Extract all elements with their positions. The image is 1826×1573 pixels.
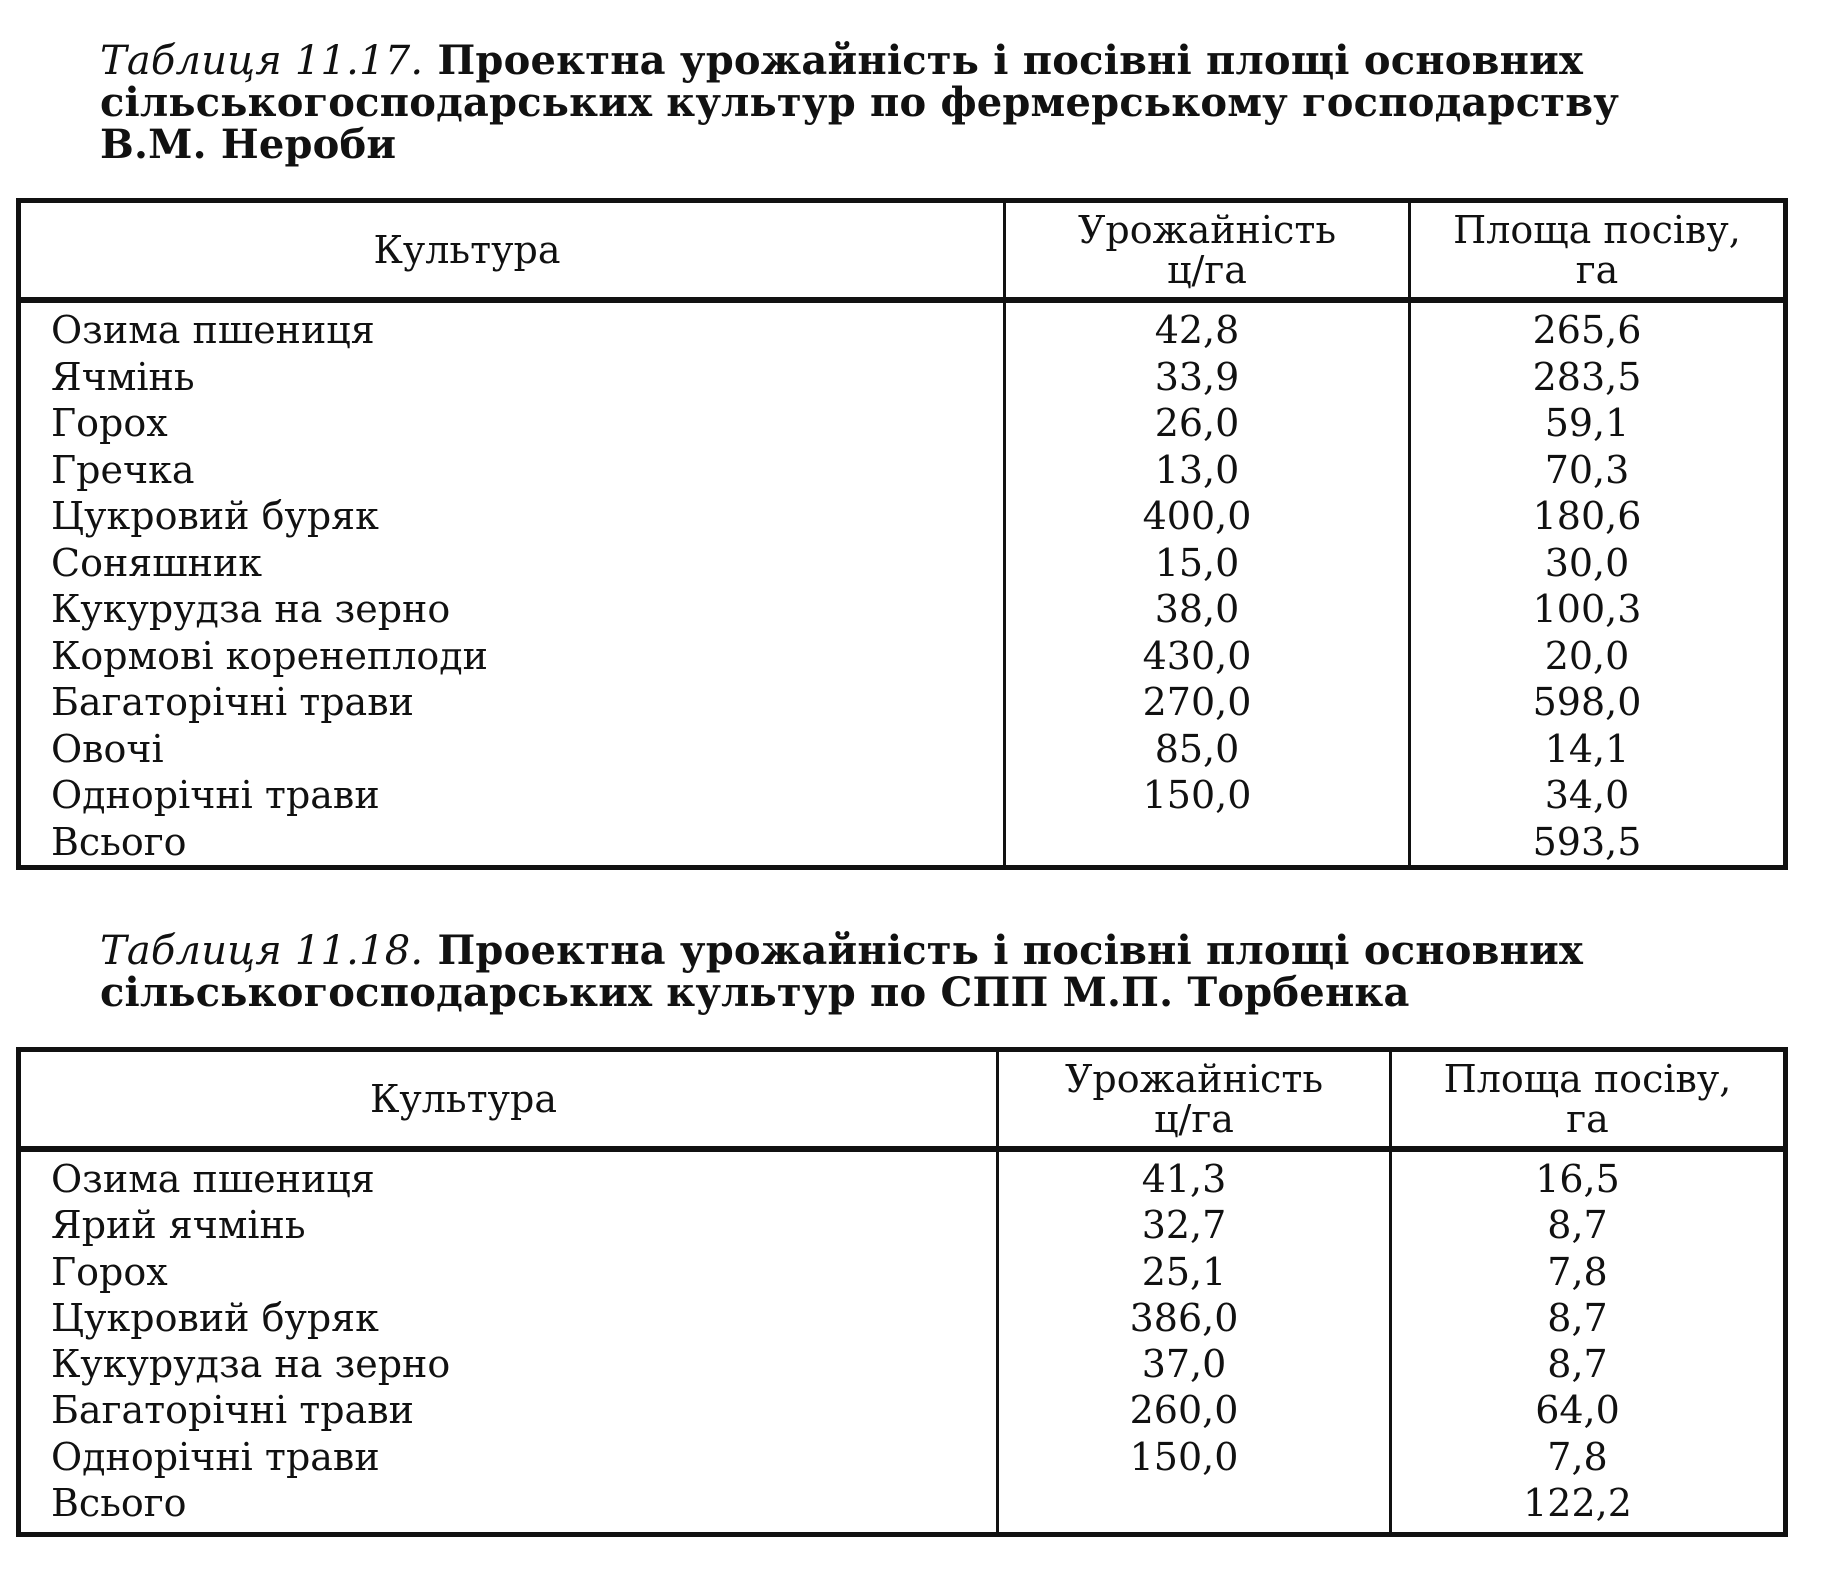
crop-cell: Всього [51, 1481, 187, 1526]
area-cell: 64,0 [1535, 1388, 1620, 1433]
caption-label: Таблиця 11.18. [100, 928, 424, 974]
crop-cell: Цукровий буряк [51, 1295, 379, 1340]
crop-column [21, 1152, 999, 1532]
header-area [1392, 1052, 1783, 1146]
caption-title-part: Проектна урожайність і посівні площі основних [437, 37, 1583, 84]
yield-cell: 150,0 [1129, 1434, 1239, 1479]
crop-cell: Горох [51, 1249, 168, 1294]
caption-label: Таблиця 11.17. [100, 38, 424, 84]
yield-cell: 270,0 [1142, 680, 1252, 724]
caption-title-part: сільськогосподарських культур по СПП М.П. Торбенка [100, 969, 1410, 1016]
area-cell: 180,6 [1532, 494, 1642, 538]
header-yield-unit: ц/га [1154, 1097, 1234, 1141]
header-area-unit: га [1575, 248, 1619, 292]
crop-cell: Соняшник [51, 540, 262, 585]
area-cell: 8,7 [1547, 1342, 1608, 1387]
crop-cell: Озима пшениця [51, 1157, 375, 1201]
table-body [21, 1152, 1783, 1532]
yield-cell: 33,9 [1154, 354, 1240, 399]
header-area-unit: га [1566, 1097, 1609, 1141]
header-area-label: Площа посіву, [1443, 1057, 1732, 1101]
area-cell: 283,5 [1532, 354, 1642, 399]
yield-cell: 15,0 [1154, 540, 1240, 585]
area-cell: 34,0 [1544, 773, 1630, 817]
crop-cell: Всього [51, 819, 187, 864]
caption-title-part: В.М. Нероби [100, 121, 397, 168]
yield-cell: 85,0 [1154, 726, 1240, 771]
area-cell: 122,2 [1523, 1481, 1632, 1526]
caption-line [100, 927, 1760, 974]
area-cell: 59,1 [1544, 401, 1630, 445]
area-cell: 7,8 [1547, 1434, 1608, 1479]
crop-cell: Цукровий буряк [51, 494, 379, 538]
area-column [1411, 303, 1783, 865]
area-cell: 70,3 [1544, 447, 1630, 492]
area-cell: 265,6 [1532, 308, 1642, 352]
crop-cell: Овочі [51, 726, 164, 771]
crop-cell: Ярий ячмінь [51, 1203, 306, 1248]
yield-column [999, 1152, 1392, 1532]
header-crop [21, 203, 1006, 297]
table-caption [100, 37, 1760, 168]
yield-cell: 430,0 [1142, 633, 1252, 678]
area-cell: 593,5 [1532, 819, 1642, 864]
header-area-label: Площа посіву, [1453, 208, 1741, 252]
yield-cell: 400,0 [1142, 494, 1252, 538]
crop-cell: Кукурудза на зерно [51, 1342, 451, 1387]
header-yield-unit: ц/га [1167, 248, 1247, 292]
area-column [1392, 1152, 1783, 1532]
header-crop [21, 1052, 999, 1146]
crop-cell: Кормові коренеплоди [51, 633, 488, 678]
crop-cell: Ячмінь [51, 354, 195, 399]
crop-cell: Гречка [51, 447, 195, 492]
yield-column [1006, 303, 1411, 865]
area-cell: 20,0 [1544, 633, 1630, 678]
header-yield-label: Урожайність [1077, 208, 1337, 252]
area-cell: 8,7 [1547, 1203, 1608, 1248]
crop-cell: Однорічні трави [51, 773, 380, 817]
yield-cell: 25,1 [1141, 1249, 1227, 1294]
header-crop-label: Культура [373, 228, 561, 272]
area-cell: 14,1 [1544, 726, 1630, 771]
crop-yield-table [16, 1047, 1788, 1537]
crop-cell: Багаторічні трави [51, 1388, 414, 1433]
table-header-row [21, 1052, 1783, 1152]
table-body [21, 303, 1783, 865]
yield-cell: 386,0 [1129, 1295, 1239, 1340]
area-cell: 8,7 [1547, 1295, 1608, 1340]
yield-cell: 13,0 [1154, 447, 1240, 492]
yield-cell: 26,0 [1154, 401, 1240, 445]
crop-cell: Кукурудза на зерно [51, 587, 451, 631]
yield-cell: 260,0 [1129, 1388, 1239, 1433]
yield-cell [1006, 819, 1408, 866]
area-cell: 100,3 [1532, 587, 1642, 631]
caption-title-part: сільськогосподарських культур по фермерському господарству [100, 79, 1620, 126]
area-cell: 30,0 [1544, 540, 1630, 585]
crop-cell: Однорічні трави [51, 1434, 380, 1479]
area-cell: 16,5 [1535, 1157, 1620, 1201]
crop-cell: Озима пшениця [51, 308, 375, 352]
area-cell: 598,0 [1532, 680, 1642, 724]
area-cell: 7,8 [1547, 1249, 1608, 1294]
caption-title-part: Проектна урожайність і посівні площі основних [437, 927, 1583, 974]
crop-column [21, 303, 1006, 865]
yield-cell: 37,0 [1141, 1342, 1227, 1387]
yield-cell: 42,8 [1154, 308, 1240, 352]
header-area [1411, 203, 1783, 297]
yield-cell: 150,0 [1142, 773, 1252, 817]
yield-cell: 38,0 [1154, 587, 1240, 631]
table-header-row [21, 203, 1783, 303]
crop-cell: Горох [51, 401, 168, 445]
header-yield-label: Урожайність [1064, 1057, 1324, 1101]
table-caption [100, 927, 1760, 1016]
caption-line [100, 37, 1760, 84]
header-yield [999, 1052, 1392, 1146]
header-yield [1006, 203, 1411, 297]
crop-cell: Багаторічні трави [51, 680, 414, 724]
yield-cell [999, 1480, 1389, 1526]
yield-cell: 41,3 [1141, 1157, 1227, 1201]
header-crop-label: Культура [370, 1077, 557, 1121]
crop-yield-table [16, 198, 1788, 870]
yield-cell: 32,7 [1141, 1203, 1227, 1248]
